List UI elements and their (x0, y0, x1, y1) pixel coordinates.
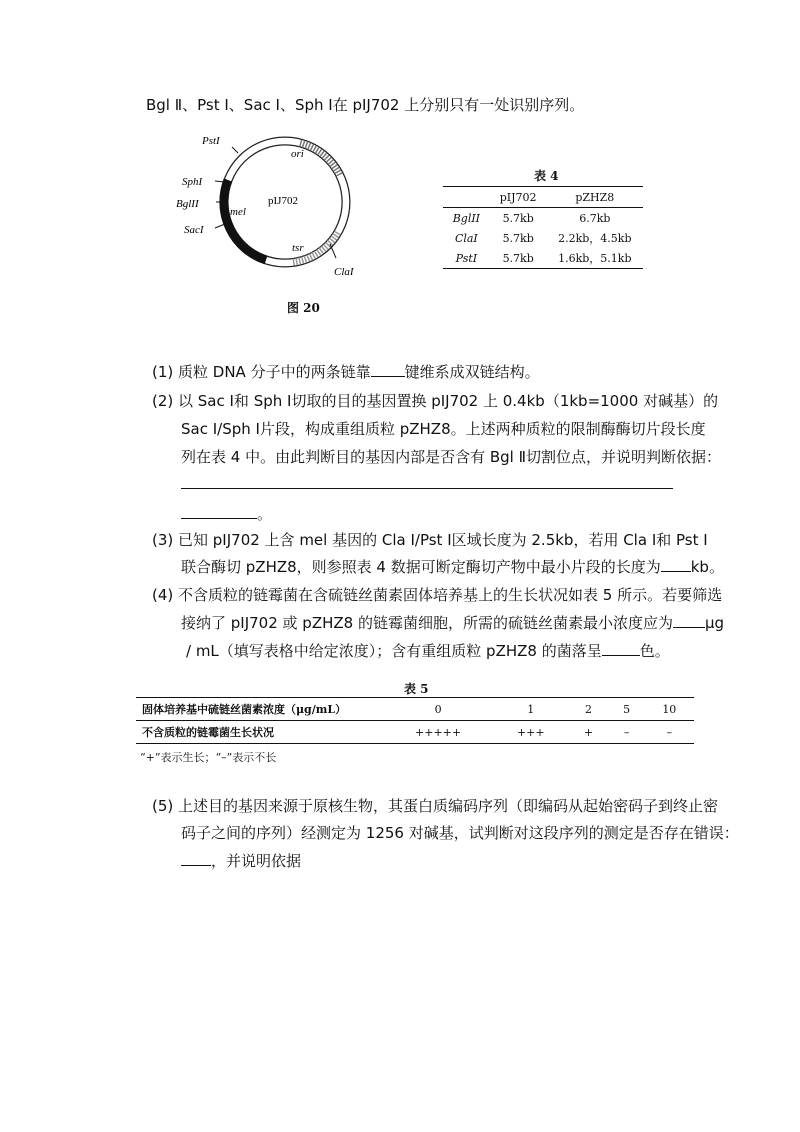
answer-blank[interactable] (673, 613, 705, 628)
question-4-line-1: (4) 不含质粒的链霉菌在含硫链丝菌素固体培养基上的生长状况如表 5 所示。若要筛选 (152, 586, 723, 604)
growth-cell: +++++ (415, 725, 462, 739)
plasmid-name: pIJ702 (268, 195, 298, 207)
answer-blank[interactable] (371, 362, 405, 377)
table4-cell: 5.7kb (502, 251, 534, 265)
answer-line[interactable] (181, 488, 673, 489)
mel-label: mel (230, 206, 246, 218)
question-5-line-2: 码子之间的序列）经测定为 1256 对碱基，试判断对这段序列的测定是否存在错误： (181, 824, 739, 842)
question-4-line-3 (186, 641, 670, 661)
table4-cell: 1.6kb，5.1kb (558, 252, 632, 265)
table-row (136, 698, 694, 721)
table4-cell: 5.7kb (502, 211, 534, 225)
growth-cell: – (666, 725, 673, 739)
question-2-answer-end (181, 504, 272, 524)
answer-blank[interactable] (181, 504, 257, 519)
table5-row-label: 不含质粒的链霉菌生长状况 (142, 726, 274, 739)
site-label-pst: PstI (202, 135, 220, 147)
tsr-label: tsr (292, 242, 304, 254)
site-label-cla: ClaI (334, 266, 354, 278)
concentration-cell: 5 (623, 702, 631, 716)
question-2-line-3: 列在表 4 中。由此判断目的基因内部是否含有 Bgl Ⅱ切割位点，并说明判断依据： (181, 448, 721, 466)
table4-header (443, 187, 490, 208)
growth-cell: +++ (516, 725, 545, 739)
question-1 (152, 362, 540, 382)
question-4-unit: μg (704, 614, 725, 632)
pst-tick (232, 147, 238, 153)
table4-cell: 6.7kb (579, 211, 611, 225)
question-4-text: 接纳了 pIJ702 或 pZHZ8 的链霉菌细胞，所需的硫链丝菌素最小浓度应为 (181, 614, 673, 632)
table5-note: “+”表示生长；“–”表示不长 (140, 751, 277, 764)
question-2-period: 。 (257, 505, 273, 523)
sac-tick (215, 224, 225, 228)
site-label-sph: SphI (182, 176, 203, 188)
question-1-text-end: 键维系成双链结构。 (404, 363, 540, 381)
question-3-text: 联合酶切 pZHZ8，则参照表 4 数据可断定酶切产物中最小片段的长度为 (181, 558, 661, 576)
site-label-bgl: BglII (176, 198, 199, 210)
answer-blank[interactable] (602, 641, 640, 656)
table5-row-label: 固体培养基中硫链丝菌素浓度（μg/mL） (142, 703, 347, 716)
ori-label: ori (291, 148, 304, 160)
table-row (443, 208, 643, 229)
table5-caption: 表 5 (404, 682, 429, 696)
answer-blank[interactable] (661, 557, 691, 572)
table4-header: pIJ702 (499, 190, 537, 204)
mel-segment (224, 180, 266, 260)
growth-cell: – (623, 725, 630, 739)
question-3-line-2 (181, 557, 724, 577)
question-1-text: (1) 质粒 DNA 分子中的两条链靠 (152, 363, 371, 381)
table4-caption: 表 4 (534, 169, 559, 183)
figure-caption: 图 20 (287, 301, 320, 315)
table4-cell: BglII (452, 211, 481, 225)
table-row (136, 721, 694, 744)
table5 (136, 697, 694, 744)
concentration-cell: 1 (527, 702, 535, 716)
question-5-line-1: (5) 上述目的基因来源于原核生物，其蛋白质编码序列（即编码从起始密码子到终止密 (152, 797, 719, 815)
site-label-sac: SacI (184, 224, 204, 236)
question-3-line-1: (3) 已知 pIJ702 上含 mel 基因的 Cla Ⅰ/Pst Ⅰ区域长度为 2.5kb，若用 Cla Ⅰ和 Pst Ⅰ (152, 531, 708, 549)
growth-cell: + (583, 725, 594, 739)
answer-blank[interactable] (181, 851, 211, 866)
table4-cell: PstI (455, 251, 478, 265)
question-4-color: 色。 (639, 642, 670, 660)
table-row (443, 228, 643, 248)
table4-cell: 2.2kb，4.5kb (558, 232, 632, 245)
question-2-line-2: Sac Ⅰ/Sph Ⅰ片段，构成重组质粒 pZHZ8。上述两种质粒的限制酶酶切片段长度 (181, 420, 706, 438)
concentration-cell: 2 (584, 702, 592, 716)
table4-cell: 5.7kb (502, 231, 534, 245)
question-4-line-2 (181, 613, 724, 633)
question-4-text: / mL（填写表格中给定浓度）；含有重组质粒 pZHZ8 的菌落呈 (186, 642, 602, 660)
table4-header: pZHZ8 (575, 190, 615, 204)
concentration-cell: 10 (662, 702, 677, 716)
intro-text: Bgl Ⅱ、Pst Ⅰ、Sac Ⅰ、Sph Ⅰ在 pIJ702 上分别只有一处识别序列。 (146, 96, 585, 114)
question-3-unit: kb。 (690, 558, 724, 576)
table4-cell: ClaI (454, 231, 478, 245)
question-5-line-3 (181, 851, 301, 871)
plasmid-map-figure (170, 124, 380, 314)
question-2-line-1: (2) 以 Sac Ⅰ和 Sph Ⅰ切取的目的基因置换 pIJ702 上 0.4kb（1kb=1000 对碱基）的 (152, 392, 719, 410)
table4 (443, 186, 643, 269)
table-row (443, 248, 643, 269)
question-5-text-end: ，并说明依据 (211, 852, 302, 870)
concentration-cell: 0 (434, 702, 442, 716)
